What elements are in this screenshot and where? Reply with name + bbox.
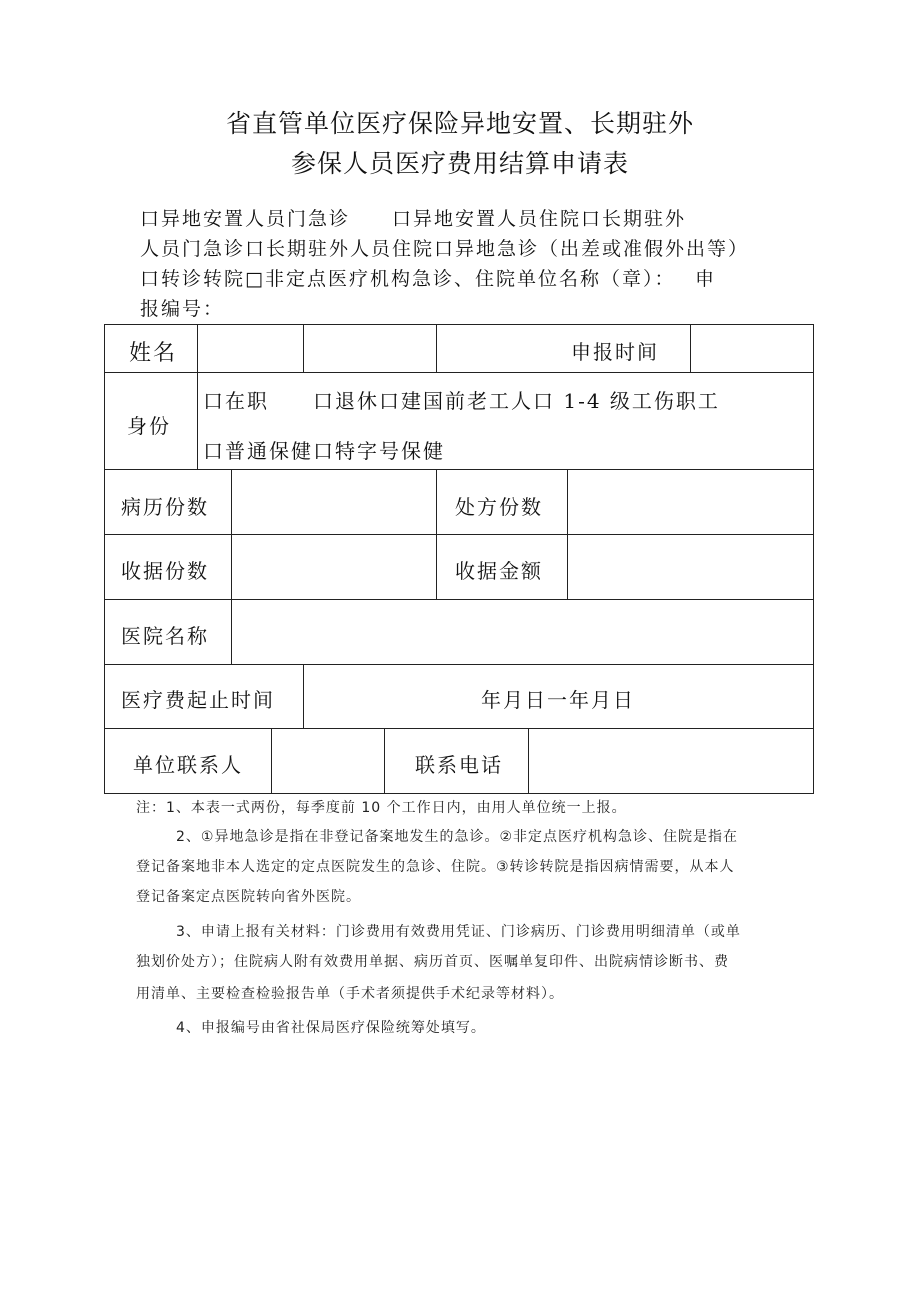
receipts-count-label: 收据份数 [121, 559, 209, 583]
row-divider [105, 599, 813, 600]
unit-contact-input[interactable] [273, 730, 382, 792]
receipt-amount-label: 收据金额 [455, 559, 543, 583]
col-divider [271, 728, 272, 794]
name-input-1[interactable] [199, 326, 301, 370]
category-options-line1: 口异地安置人员门急诊 口异地安置人员住院口长期驻外 [140, 208, 687, 230]
note-3-line3: 用清单、主要检查检验报告单（手术者须提供手术纪录等材料）。 [136, 986, 564, 1002]
phone-input[interactable] [530, 730, 811, 792]
treatment-period-label: 医疗费起止时间 [121, 688, 275, 712]
col-divider [197, 372, 198, 469]
medical-records-count-label: 病历份数 [121, 495, 209, 519]
note-3-line1: 3、申请上报有关材料：门诊费用有效费用凭证、门诊病历、门诊费用明细清单（或单 [176, 924, 741, 940]
identity-options-line1[interactable]: 口在职 口退休口建国前老工人口 1-4 级工伤职工 [203, 389, 720, 413]
note-3-line2: 独划价处方）；住院病人附有效费用单据、病历首页、医嘱单复印件、出院病情诊断书、费 [136, 954, 729, 970]
col-divider [197, 325, 198, 372]
hospital-name-label: 医院名称 [121, 624, 209, 648]
form-title-line2: 参保人员医疗费用结算申请表 [290, 149, 629, 178]
apply-time-label: 申报时间 [571, 340, 659, 364]
col-divider [567, 469, 568, 599]
col-divider [690, 325, 691, 372]
col-divider [436, 469, 437, 599]
row-divider [105, 664, 813, 665]
col-divider [384, 728, 385, 794]
identity-options-line2[interactable]: 口普通保健口特字号保健 [203, 439, 445, 463]
note-2-line3: 登记备案定点医院转向省外医院。 [136, 889, 361, 905]
prescription-count-label: 处方份数 [455, 495, 543, 519]
hospital-name-input[interactable] [233, 601, 811, 662]
category-options-line3: 口转诊转院□非定点医疗机构急诊、住院单位名称（章）： 申 [140, 268, 716, 290]
unit-contact-label: 单位联系人 [133, 753, 243, 777]
phone-label: 联系电话 [415, 753, 503, 777]
treatment-period-value[interactable]: 年月日一年月日 [481, 688, 635, 712]
identity-label: 身份 [127, 414, 171, 438]
application-number-label: 报编号： [140, 298, 225, 320]
col-divider [303, 664, 304, 728]
prescription-count-input[interactable] [569, 471, 811, 532]
application-form-table [104, 324, 814, 794]
row-divider [105, 534, 813, 535]
row-divider [105, 372, 813, 373]
col-divider [436, 325, 437, 372]
note-4: 4、申报编号由省社保局医疗保险统筹处填写。 [176, 1020, 486, 1036]
medical-records-count-input[interactable] [233, 471, 434, 532]
note-2-line1: 2、①异地急诊是指在非登记备案地发生的急诊。②非定点医疗机构急诊、住院是指在 [176, 829, 739, 845]
category-options-line2: 人员门急诊口长期驻外人员住院口异地急诊（出差或准假外出等） [140, 238, 750, 260]
row-divider [105, 469, 813, 470]
receipt-amount-input[interactable] [569, 536, 811, 597]
col-divider [303, 325, 304, 372]
row-divider [105, 728, 813, 729]
name-input-2[interactable] [305, 326, 434, 370]
apply-time-input[interactable] [692, 326, 811, 370]
name-label: 姓名 [129, 341, 178, 366]
col-divider [528, 728, 529, 794]
form-title-line1: 省直管单位医疗保险异地安置、长期驻外 [225, 109, 694, 138]
note-2-line2: 登记备案地非本人选定的定点医院发生的急诊、住院。③转诊转院是指因病情需要，从本人 [136, 859, 735, 875]
receipts-count-input[interactable] [233, 536, 434, 597]
note-1: 注：1、本表一式两份，每季度前 10 个工作日内，由用人单位统一上报。 [136, 800, 627, 816]
col-divider [231, 469, 232, 664]
